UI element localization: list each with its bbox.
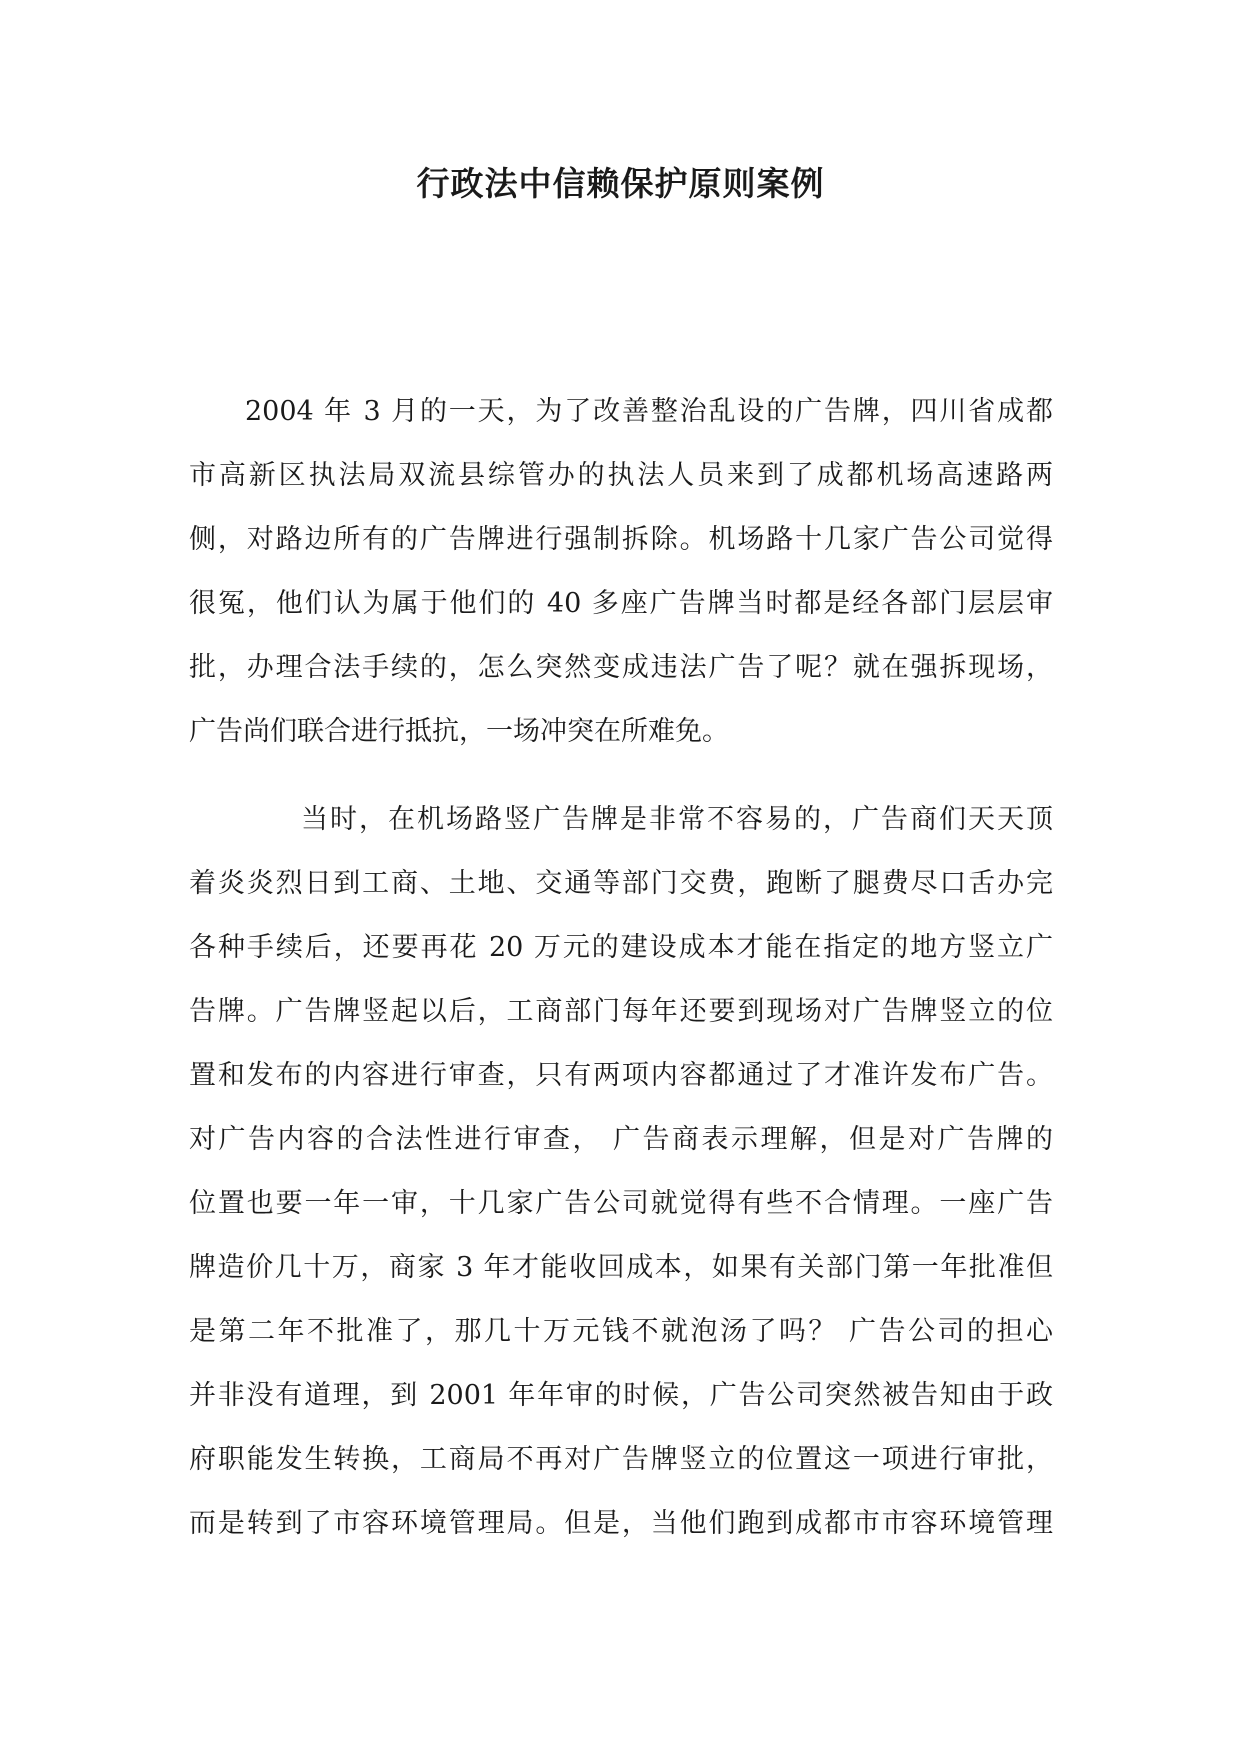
text-line: 当时，在机场路竖广告牌是非常不容易的，广告商们天天顶 xyxy=(301,804,1053,835)
document-body xyxy=(189,380,1053,1556)
text-line: 对广告内容的合法性进行审查， 广告商表示理解，但是对广告牌的 xyxy=(189,1124,1053,1155)
text-line: 广告尚们联合进行抵抗，一场冲突在所难免。 xyxy=(189,716,729,747)
text-line: 府职能发生转换，工商局不再对广告牌竖立的位置这一项进行审批， xyxy=(189,1444,1053,1475)
text-line: 是第二年不批准了，那几十万元钱不就泡汤了吗？ 广告公司的担心 xyxy=(189,1316,1053,1347)
paragraph-2 xyxy=(189,788,1053,1556)
text-line: 告牌。广告牌竖起以后，工商部门每年还要到现场对广告牌竖立的位 xyxy=(189,996,1053,1027)
text-line: 2004 年 3 月的一天，为了改善整治乱设的广告牌，四川省成都 xyxy=(245,396,1053,427)
text-line: 位置也要一年一审，十几家广告公司就觉得有些不合情理。一座广告 xyxy=(189,1188,1053,1219)
text-line: 牌造价几十万，商家 3 年才能收回成本，如果有关部门第一年批准但 xyxy=(189,1252,1053,1283)
document-title: 行政法中信赖保护原则案例 xyxy=(416,164,825,203)
text-line: 各种手续后，还要再花 20 万元的建设成本才能在指定的地方竖立广 xyxy=(189,932,1053,963)
text-line: 并非没有道理，到 2001 年年审的时候，广告公司突然被告知由于政 xyxy=(189,1380,1053,1411)
text-line: 批，办理合法手续的，怎么突然变成违法广告了呢？就在强拆现场， xyxy=(189,652,1053,683)
text-line: 很冤，他们认为属于他们的 40 多座广告牌当时都是经各部门层层审 xyxy=(189,588,1053,619)
text-line: 置和发布的内容进行审查，只有两项内容都通过了才准许发布广告。 xyxy=(189,1060,1053,1091)
paragraph-gap xyxy=(189,764,1053,788)
text-line: 而是转到了市容环境管理局。但是，当他们跑到成都市市容环境管理 xyxy=(189,1508,1053,1539)
text-line: 市高新区执法局双流县综管办的执法人员来到了成都机场高速路两 xyxy=(189,460,1053,491)
text-line: 着炎炎烈日到工商、土地、交通等部门交费，跑断了腿费尽口舌办完 xyxy=(189,868,1053,899)
paragraph-1 xyxy=(189,380,1053,764)
text-line: 侧，对路边所有的广告牌进行强制拆除。机场路十几家广告公司觉得 xyxy=(189,524,1053,555)
